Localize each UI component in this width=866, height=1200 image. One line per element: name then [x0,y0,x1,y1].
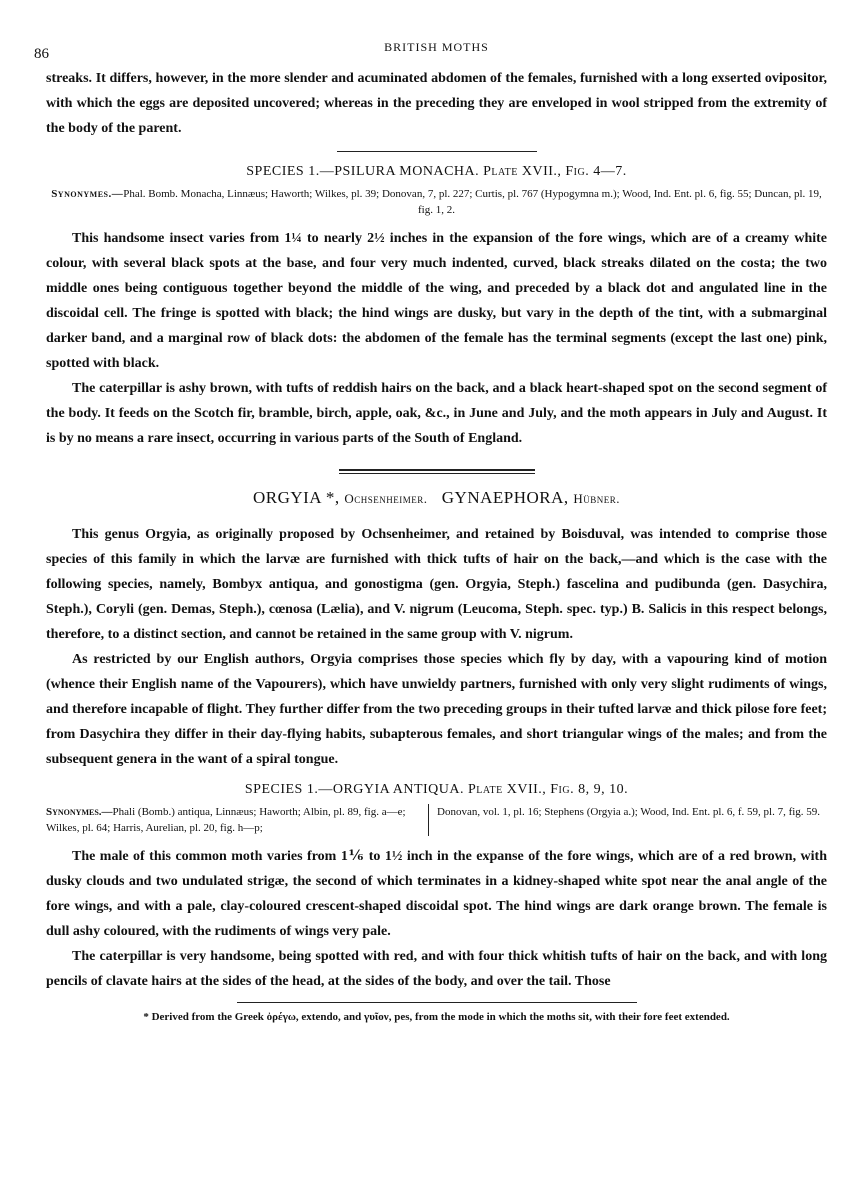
genus-author: Ochsenheimer. [344,491,428,506]
section-divider [337,151,537,152]
species-heading-antiqua [46,782,827,798]
plate-reference: Plate XVII., Fig. 4—7. [483,164,627,179]
book-page [34,40,827,1170]
synonyms-label: Synonymes.— [51,188,124,200]
genus-name: ORGYIA *, [252,488,340,507]
synonyms-text: Phal. Bomb. Monacha, Linnæus; Haworth; Wilkes, pl. 39; Donovan, 7, pl. 227; Curtis, pl. 767 (Hypogymna m.); Wood, Ind. Ent. pl. 6, fig. 55; Duncan, pl. 19, fig. 1, 2. [123,188,822,216]
footnote-divider [237,1002,637,1003]
species-title: SPECIES 1.—ORGYIA ANTIQUA. [244,782,464,797]
synonyms-psilura [46,186,827,218]
synonyms-right-column: Donovan, vol. 1, pl. 16; Stephens (Orgyia a.); Wood, Ind. Ent. pl. 6, f. 59, pl. 7, fig. 59. [437,806,821,818]
caterpillar-paragraph: The caterpillar is ashy brown, with tufts of reddish hairs on the back, and a black heart-shaped spot on the second segment of the body. It feeds on the Scotch fir, bramble, birch, apple, oak, &c., in June and July, and the moth appears in July and August. It is by no means a rare insect, occurring in various parts of the South of England. [46,381,827,446]
description-paragraph: The male of this common moth varies from 1⅙ to 1½ inch in the expanse of the fore wings, which are of a red brown, with dusky clouds and two undulated strigæ, the second of which terminates in a kidney-shaped white spot near the anal angle of the fore wings, and with a pale, clay-coloured crescent-shaped discoidal spot. The hind wings are dark orange brown. The female is dull ashy coloured, with the rudiments of wings very pale. [46,849,827,939]
genus-alt-name: GYNAEPHORA, [441,488,569,507]
genus-paragraph: As restricted by our English authors, Orgyia comprises those species which fly by day, with a vapouring kind of motion (whence their English name of the Vapourers), which have unwieldy partners, furnished with only very slight rudiments of wings, and therefore incapable of flight. They further differ from the two preceding groups in their tufted larvæ and thick pilose fore feet; from Dasychira they differ in their day-flying habits, subapterous females, and short triangular wings of the males; and from the subsequent genera in the want of a spiral tongue. [46,652,827,767]
species-title: SPECIES 1.—PSILURA MONACHA. [246,164,480,179]
synonyms-antiqua [46,804,827,836]
caterpillar-paragraph: The caterpillar is very handsome, being spotted with red, and with four thick whitish tufts of hair on the back, and with long pencils of clavate hairs at the sides of the head, at the sides of the body, and over the tail. Those [46,949,827,989]
species-heading-psilura [46,164,827,180]
page-header [34,40,827,66]
intro-paragraph: streaks. It differs, however, in the more slender and acuminated abdomen of the females, furnished with a long exserted ovipositor, with which the eggs are deposited uncovered; whereas in the preceding they are enveloped in wool stripped from the extremity of the body of the parent. [46,71,827,136]
double-divider [339,469,535,474]
genus-heading-orgyia [46,488,827,508]
footnote: * Derived from the Greek ὀρέγω, extendo, and γυῖον, pes, from the mode in which the moths sit, with their fore feet extended. [143,1011,730,1023]
synonyms-label: Synonymes.— [46,806,113,818]
synonyms-left-column [46,804,429,836]
description-paragraph: This handsome insect varies from 1¼ to nearly 2½ inches in the expansion of the fore wings, which are of a creamy white colour, with several black spots at the base, and four very much indented, curved, black streaks dilated on the costa; the two middle ones being contiguous together beyond the middle of the wing, and preceded by a black dot and angulated line in the discoidal cell. The fringe is spotted with black; the hind wings are dusky, but vary in the depth of the tint, with a submarginal darker band, and a marginal row of black dots: the abdomen of the female has the terminal segments (except the last one) pink, spotted with black. [46,231,827,371]
synonyms-text: Phali (Bomb.) antiqua, Linnæus; Haworth; Albin, pl. 89, fig. a—e; Wilkes, pl. 64; Harris, Aurelian, pl. 20, fig. h—p; [46,806,406,834]
running-head: BRITISH MOTHS [384,40,489,54]
genus-alt-author: Hübner. [573,491,621,506]
plate-reference: Plate XVII., Fig. 8, 9, 10. [468,782,629,797]
genus-paragraph: This genus Orgyia, as originally proposed by Ochsenheimer, and retained by Boisduval, was intended to comprise those species of this family in which the larvæ are furnished with thick tufts of hair on the back,—and which is the case with the following species, namely, Bombyx antiqua, and gonostigma (gen. Orgyia, Steph.) fascelina and pudibunda (gen. Dasychira, Steph.), Coryli (gen. Demas, Steph.), cœnosa (Lælia), and V. nigrum (Leucoma, Steph. spec. typ.) B. Salicis in this respect belongs, therefore, to a distinct section, and cannot be retained in the same group with V. nigrum. [46,527,827,642]
page-number: 86 [34,46,49,62]
